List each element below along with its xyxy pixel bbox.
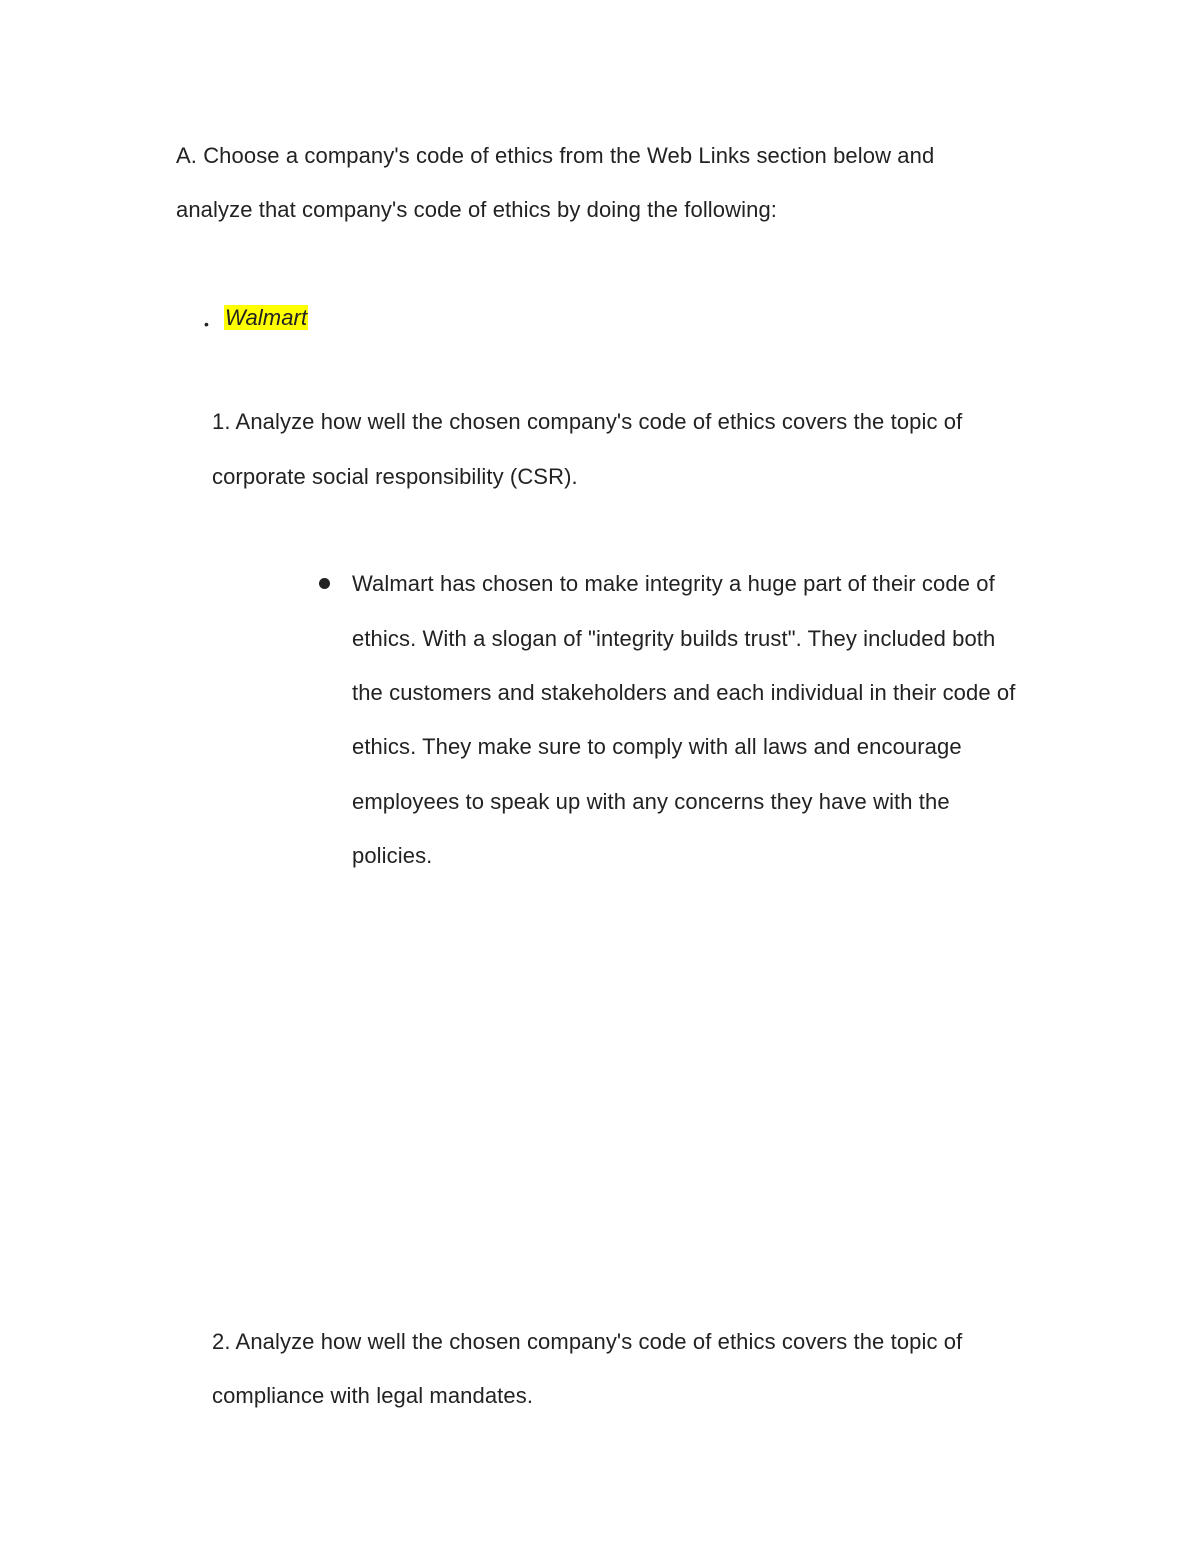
section-a-line-1: A. Choose a company's code of ethics from the Web Links section below and	[176, 143, 935, 168]
section-a-line-2: analyze that company's code of ethics by doing the following:	[176, 197, 777, 222]
answer-1-line-2: ethics. With a slogan of "integrity builds trust". They included both	[352, 626, 996, 651]
answer-1-line-3: the customers and stakeholders and each individual in their code of	[352, 680, 1016, 705]
question-2-line-2: compliance with legal mandates.	[212, 1383, 534, 1408]
answer-1-line-1: Walmart has chosen to make integrity a huge part of their code of	[352, 571, 995, 596]
answer-1-line-4: ethics. They make sure to comply with all laws and encourage	[352, 734, 962, 759]
question-2-line-1: 2. Analyze how well the chosen company's code of ethics covers the topic of	[212, 1329, 963, 1354]
question-1-line-2: corporate social responsibility (CSR).	[212, 464, 578, 489]
answer-1-line-6: policies.	[352, 843, 433, 868]
question-1-line-1: 1. Analyze how well the chosen company's code of ethics covers the topic of	[212, 409, 963, 434]
company-name	[224, 304, 308, 332]
round-bullet-icon	[319, 578, 330, 589]
highlighted-company-name: Walmart	[225, 305, 308, 330]
small-bullet-icon: •	[204, 316, 209, 332]
answer-1-line-5: employees to speak up with any concerns they have with the	[352, 789, 950, 814]
